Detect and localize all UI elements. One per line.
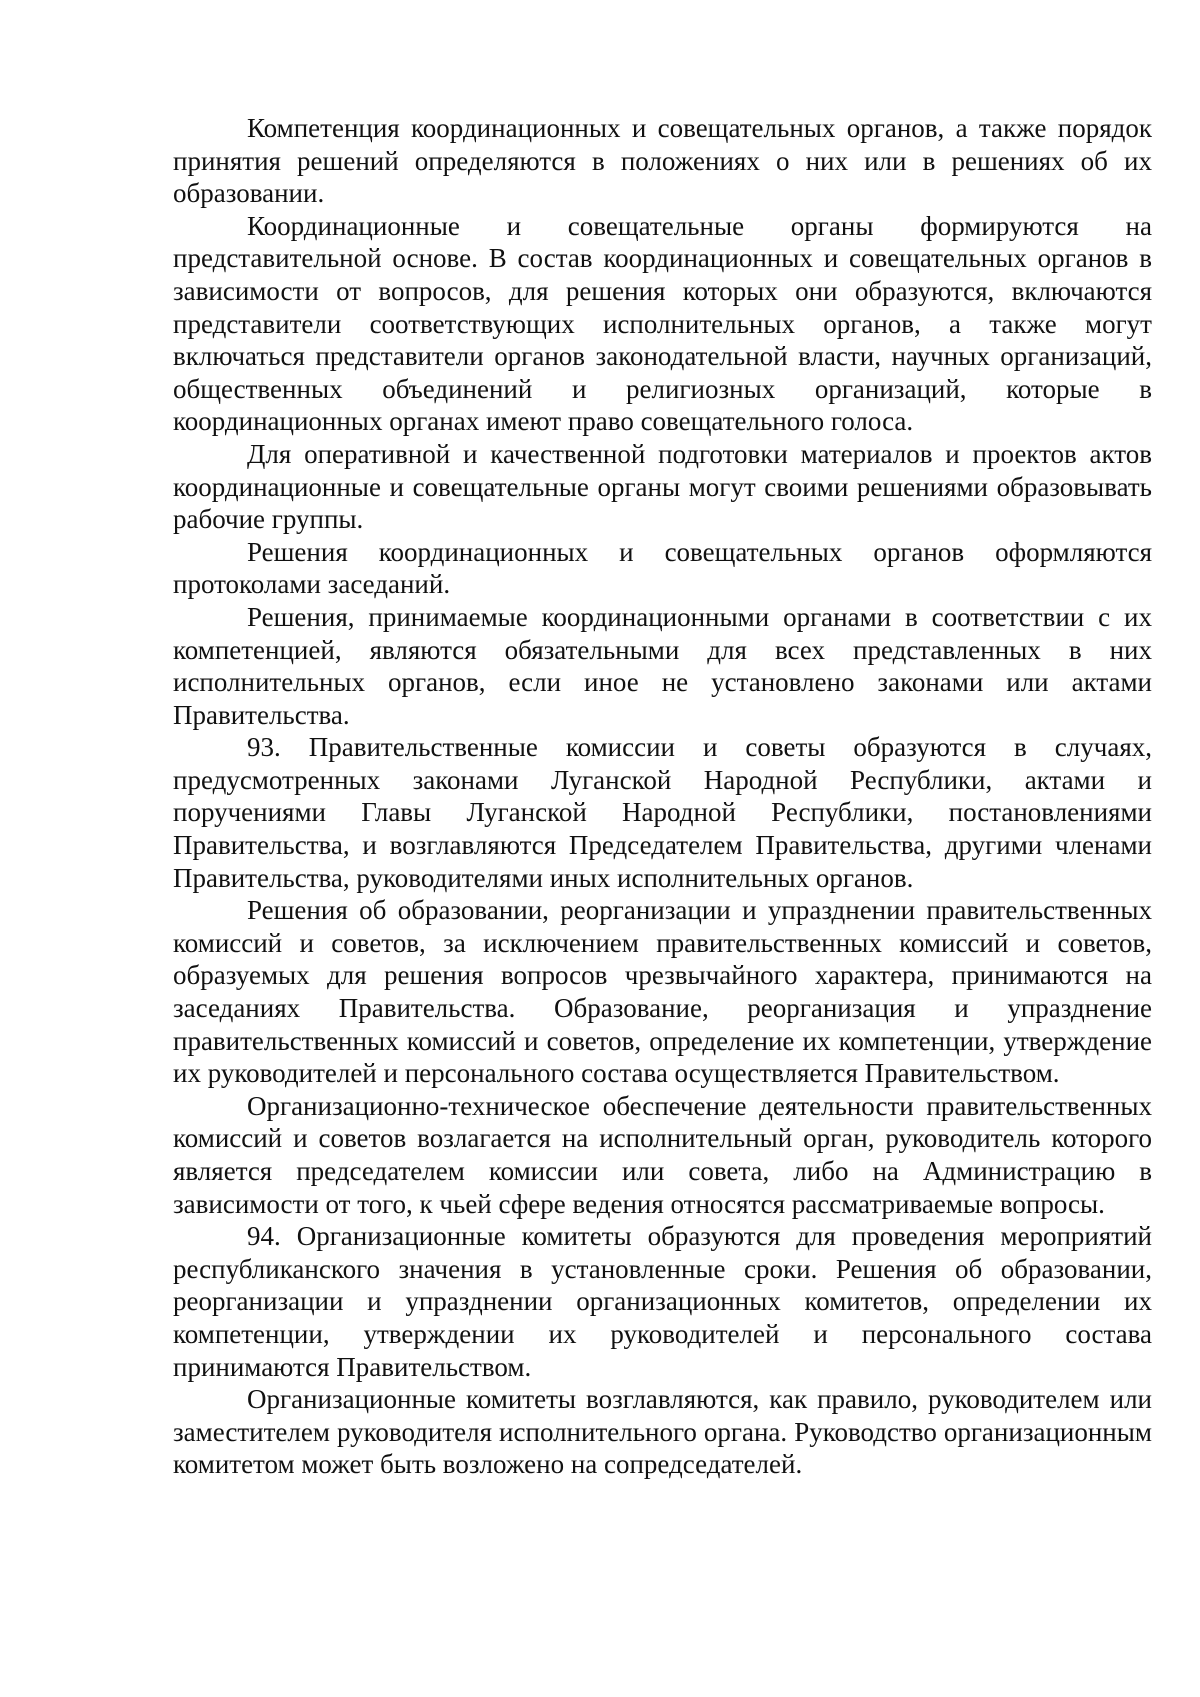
paragraph-protocols: Решения координационных и совещательных органов оформляются протоколами заседаний. bbox=[173, 536, 1152, 600]
paragraph-binding-decisions: Решения, принимаемые координационными органами в соответствии с их компетенцией, являются обязательными для всех представленных в них исполнительных органов, если иное не установлено законами или актами Правительства. bbox=[173, 601, 1152, 730]
paragraph-94-committees: 94. Организационные комитеты образуются для проведения мероприятий республиканского значения в установленные сроки. Решения об образовании, реорганизации и упразднении организационных комитетов, определении их компетенции, утверждении их руководителей и персонального состава принимаются Правительством. bbox=[173, 1221, 1152, 1382]
paragraph-working-groups: Для оперативной и качественной подготовки материалов и проектов актов координационные и совещательные органы могут своими решениями образовывать рабочие группы. bbox=[173, 438, 1152, 535]
paragraph-technical-support: Организационно-техническое обеспечение деятельности правительственных комиссий и советов возлагается на исполнительный орган, руководитель которого является председателем комиссии или совета, либо на Администрацию в зависимости от того, к чьей сфере ведения относятся рассматриваемые вопросы. bbox=[173, 1090, 1152, 1219]
paragraph-competence: Компетенция координационных и совещательных органов, а также порядок принятия решений определяются в положениях о них или в решениях об их образовании. bbox=[173, 113, 1152, 209]
paragraph-composition: Координационные и совещательные органы формируются на представительной основе. В состав координационных и совещательных органов в зависимости от вопросов, для решения которых они образуются, включаются представители соответствующих исполнительных органов, а также могут включаться представители органов законодательной власти, научных организаций, общественных объединений и религиозных организаций, которые в координационных органах имеют право совещательного голоса. bbox=[173, 210, 1152, 437]
paragraph-committee-leadership: Организационные комитеты возглавляются, как правило, руководителем или заместителем руководителя исполнительного органа. Руководство организационным комитетом может быть возложено на сопредседателей. bbox=[173, 1384, 1152, 1480]
paragraph-93-commissions: 93. Правительственные комиссии и советы образуются в случаях, предусмотренных законами Луганской Народной Республики, актами и поручениями Главы Луганской Народной Республики, постановлениями Правительства, и возглавляются Председателем Правительства, другими членами Правительства, руководителями иных исполнительных органов. bbox=[173, 732, 1152, 893]
paragraph-commission-decisions: Решения об образовании, реорганизации и упразднении правительственных комиссий и советов, за исключением правительственных комиссий и советов, образуемых для решения вопросов чрезвычайного характера, принимаются на заседаниях Правительства. Образование, реорганизация и упразднение правительственных комиссий и советов, определение их компетенции, утверждение их руководителей и персонального состава осуществляется Правительством. bbox=[173, 895, 1152, 1089]
document-body bbox=[173, 112, 1152, 1481]
